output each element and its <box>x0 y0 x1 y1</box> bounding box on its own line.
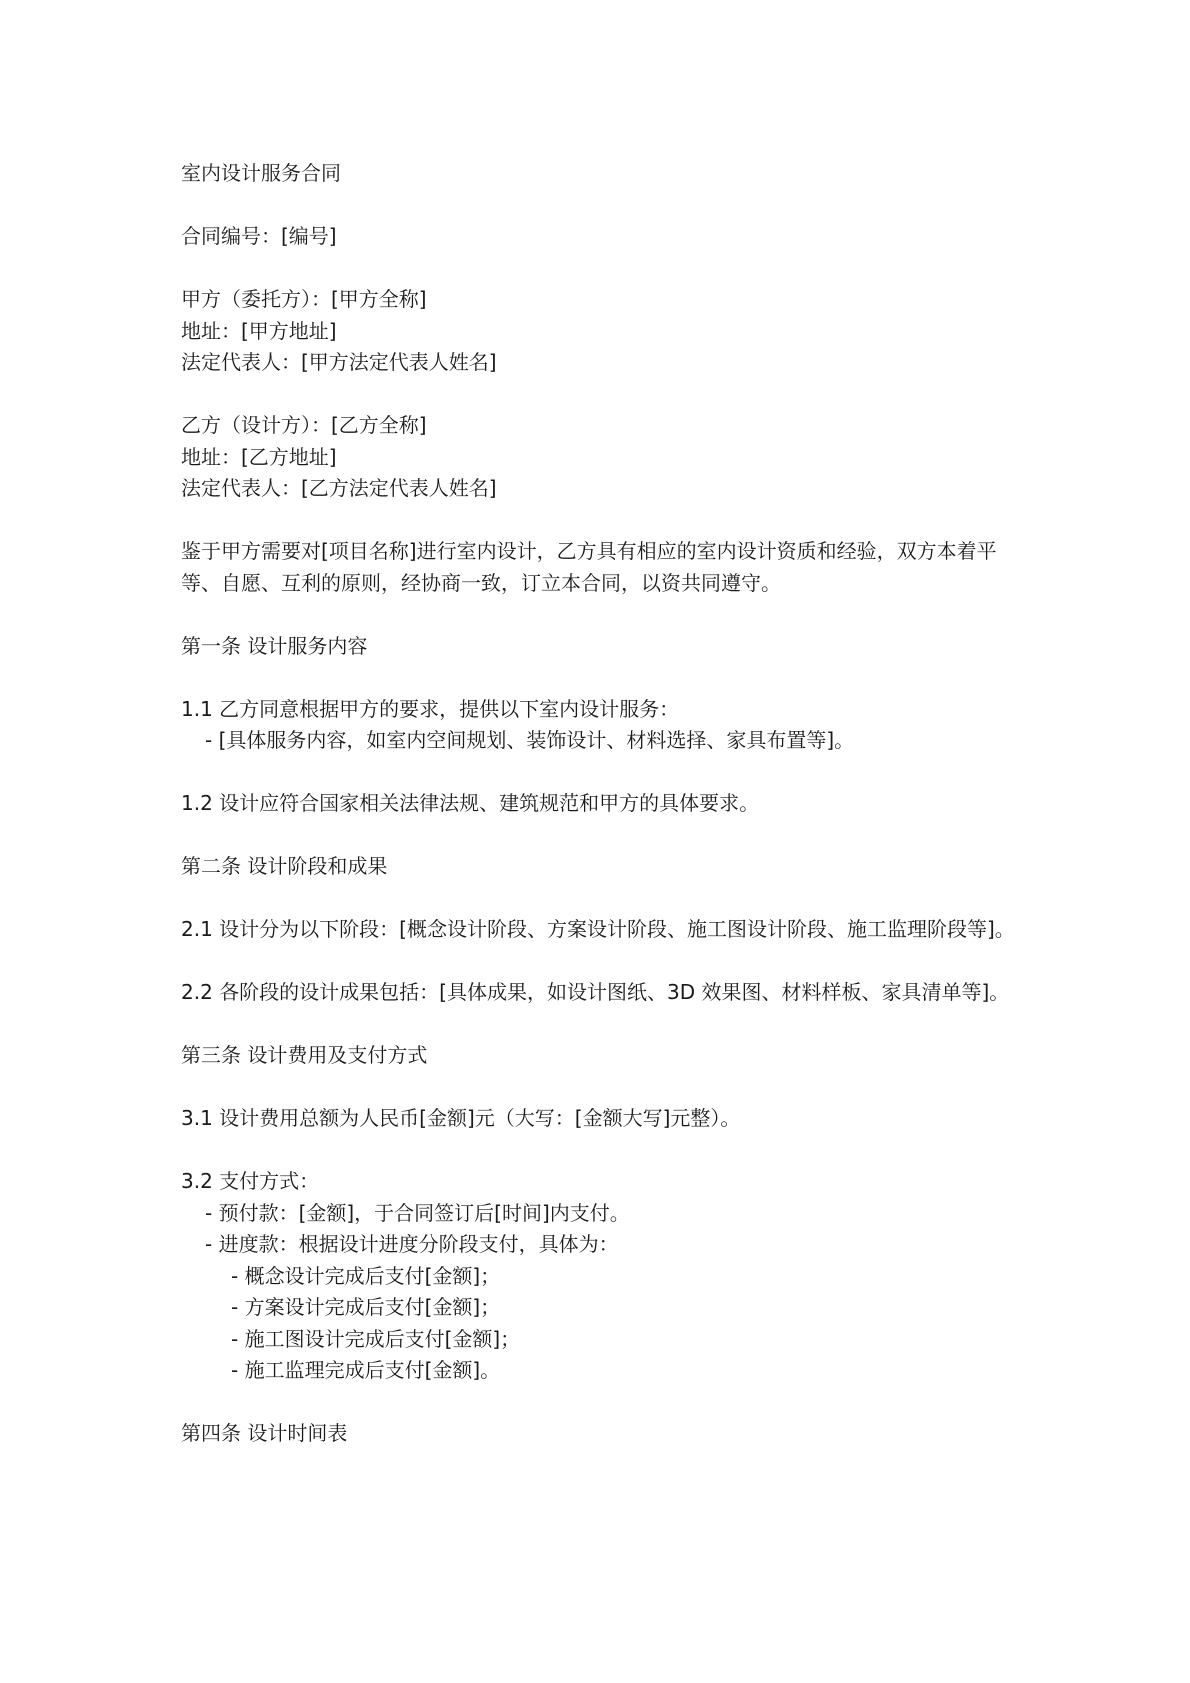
party-a-address: 地址：[甲方地址] <box>181 318 337 343</box>
clause-3-1: 3.1 设计费用总额为人民币[金额]元（大写：[金额大写]元整）。 <box>181 1106 741 1130</box>
spacer <box>181 757 1021 789</box>
clause-1-1-item: - [具体服务内容，如室内空间规划、装饰设计、材料选择、家具布置等]。 <box>205 728 855 752</box>
party-a-name: 甲方（委托方）：[甲方全称] <box>181 287 427 311</box>
prepayment-item: - 预付款：[金额]，于合同签订后[时间]内支付。 <box>205 1200 630 1225</box>
contract-page <box>181 158 1021 1450</box>
article-3-heading: 第三条 设计费用及支付方式 <box>181 1043 428 1067</box>
spacer <box>181 820 1021 852</box>
spacer <box>181 505 1021 537</box>
spacer <box>181 946 1021 978</box>
clause-1-1: 1.1 乙方同意根据甲方的要求，提供以下室内设计服务： <box>181 696 680 721</box>
spacer <box>181 1072 1021 1104</box>
party-b-representative: 法定代表人：[乙方法定代表人姓名] <box>181 476 497 500</box>
article-4-heading: 第四条 设计时间表 <box>181 1421 348 1445</box>
party-b-name: 乙方（设计方）：[乙方全称] <box>181 413 427 437</box>
clause-3-2: 3.2 支付方式： <box>181 1169 320 1193</box>
spacer <box>181 190 1021 222</box>
spacer <box>181 253 1021 285</box>
progress-payment-step: - 施工监理完成后支付[金额]。 <box>231 1358 501 1382</box>
article-1-heading: 第一条 设计服务内容 <box>181 633 368 658</box>
spacer <box>181 599 1021 631</box>
spacer <box>181 662 1021 694</box>
document-title: 室内设计服务合同 <box>181 161 341 185</box>
party-a-representative: 法定代表人：[甲方法定代表人姓名] <box>181 350 497 374</box>
progress-payment-step: - 施工图设计完成后支付[金额]； <box>231 1326 521 1351</box>
clause-1-2: 1.2 设计应符合国家相关法律法规、建筑规范和甲方的具体要求。 <box>181 791 760 815</box>
clause-2-2: 2.2 各阶段的设计成果包括：[具体成果，如设计图纸、3D 效果图、材料样板、家具清单等]。 <box>181 980 1010 1004</box>
spacer <box>181 1387 1021 1419</box>
spacer <box>181 1009 1021 1041</box>
contract-number: 合同编号：[编号] <box>181 224 337 248</box>
progress-payment-step: - 概念设计完成后支付[金额]； <box>231 1263 501 1288</box>
spacer <box>181 1135 1021 1167</box>
spacer <box>181 883 1021 915</box>
spacer <box>181 379 1021 411</box>
preamble-paragraph: 鉴于甲方需要对[项目名称]进行室内设计，乙方具有相应的室内设计资质和经验，双方本着平等、自愿、互利的原则，经协商一致，订立本合同，以资共同遵守。 <box>181 539 997 595</box>
progress-payment-item: - 进度款：根据设计进度分阶段支付，具体为： <box>205 1232 619 1256</box>
progress-payment-step: - 方案设计完成后支付[金额]； <box>231 1295 501 1319</box>
article-2-heading: 第二条 设计阶段和成果 <box>181 854 388 878</box>
party-b-address: 地址：[乙方地址] <box>181 444 337 469</box>
clause-2-1: 2.1 设计分为以下阶段：[概念设计阶段、方案设计阶段、施工图设计阶段、施工监理阶段等]。 <box>181 917 1015 941</box>
